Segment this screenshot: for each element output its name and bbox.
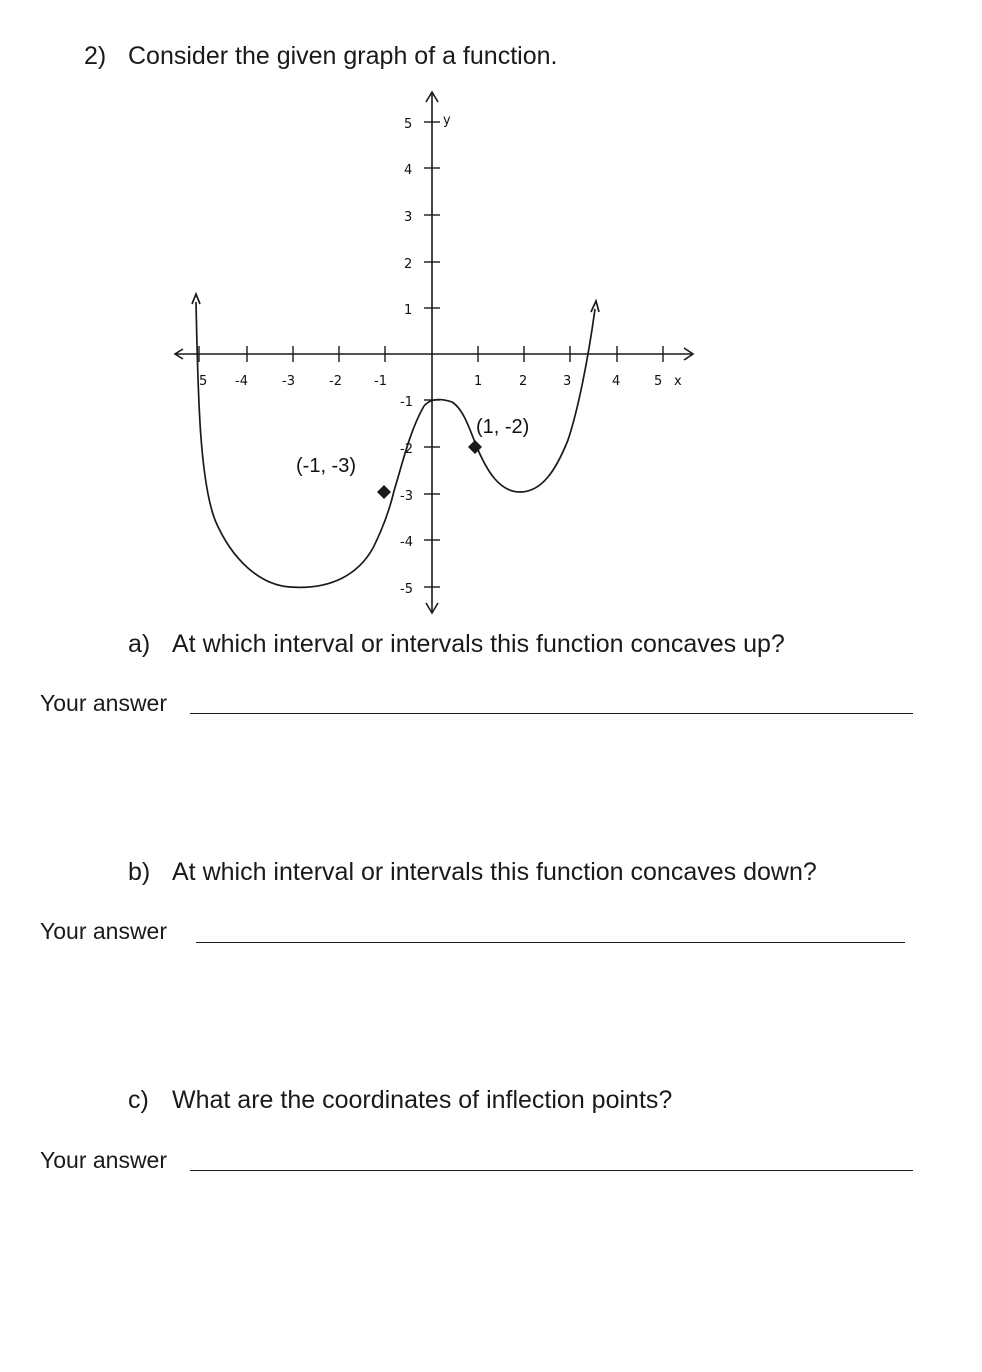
- y-tick-label: -4: [400, 535, 413, 550]
- y-tick-label: 5: [404, 117, 413, 132]
- x-axis-label: x: [674, 374, 682, 389]
- part-c-answer-blank[interactable]: [190, 1170, 913, 1171]
- y-tick-label: 1: [404, 303, 413, 318]
- part-b-answer-blank[interactable]: [196, 942, 905, 943]
- inflection-point-marker: [377, 485, 391, 499]
- y-tick-label: 4: [404, 163, 413, 178]
- x-tick-label: -1: [374, 374, 387, 389]
- y-tick-label: 3: [404, 210, 413, 225]
- part-a-answer-label: Your answer: [40, 690, 168, 716]
- y-tick-label: -2: [400, 442, 413, 457]
- part-a-question: [128, 630, 785, 659]
- inflection-point-marker: [468, 440, 482, 454]
- point-label: (-1, -3): [296, 455, 356, 477]
- part-c-text: What are the coordinates of inflection points?: [172, 1086, 673, 1114]
- part-b-question: [128, 858, 817, 887]
- y-tick-label: -5: [400, 582, 413, 597]
- part-b-answer-label: Your answer: [40, 918, 168, 944]
- part-c-answer-label: Your answer: [40, 1147, 168, 1173]
- part-a-text: At which interval or intervals this function concaves up?: [172, 630, 785, 658]
- x-tick-label: -2: [329, 374, 342, 389]
- x-tick-label: 3: [563, 374, 572, 389]
- x-tick-label: 4: [612, 374, 621, 389]
- y-tick-label: -1: [400, 395, 413, 410]
- part-b-text: At which interval or intervals this function concaves down?: [172, 858, 817, 886]
- y-axis-label: y: [443, 113, 451, 128]
- x-tick-label: -3: [282, 374, 295, 389]
- x-tick-label: 5: [199, 374, 208, 389]
- part-b-letter: b): [128, 858, 151, 886]
- x-tick-label: 5: [654, 374, 663, 389]
- x-tick-label: 2: [519, 374, 528, 389]
- y-tick-label: 2: [404, 257, 413, 272]
- x-tick-label: -4: [235, 374, 248, 389]
- point-label: (1, -2): [476, 416, 530, 438]
- part-a-letter: a): [128, 630, 151, 658]
- part-c-letter: c): [128, 1086, 149, 1114]
- part-c-question: [128, 1086, 672, 1115]
- question-text: Consider the given graph of a function.: [128, 42, 558, 70]
- question-number: 2): [84, 42, 107, 70]
- function-curve: [196, 302, 595, 587]
- x-tick-label: 1: [474, 374, 483, 389]
- function-graph: [0, 0, 982, 640]
- part-a-answer-blank[interactable]: [190, 713, 913, 714]
- y-tick-label: -3: [400, 489, 413, 504]
